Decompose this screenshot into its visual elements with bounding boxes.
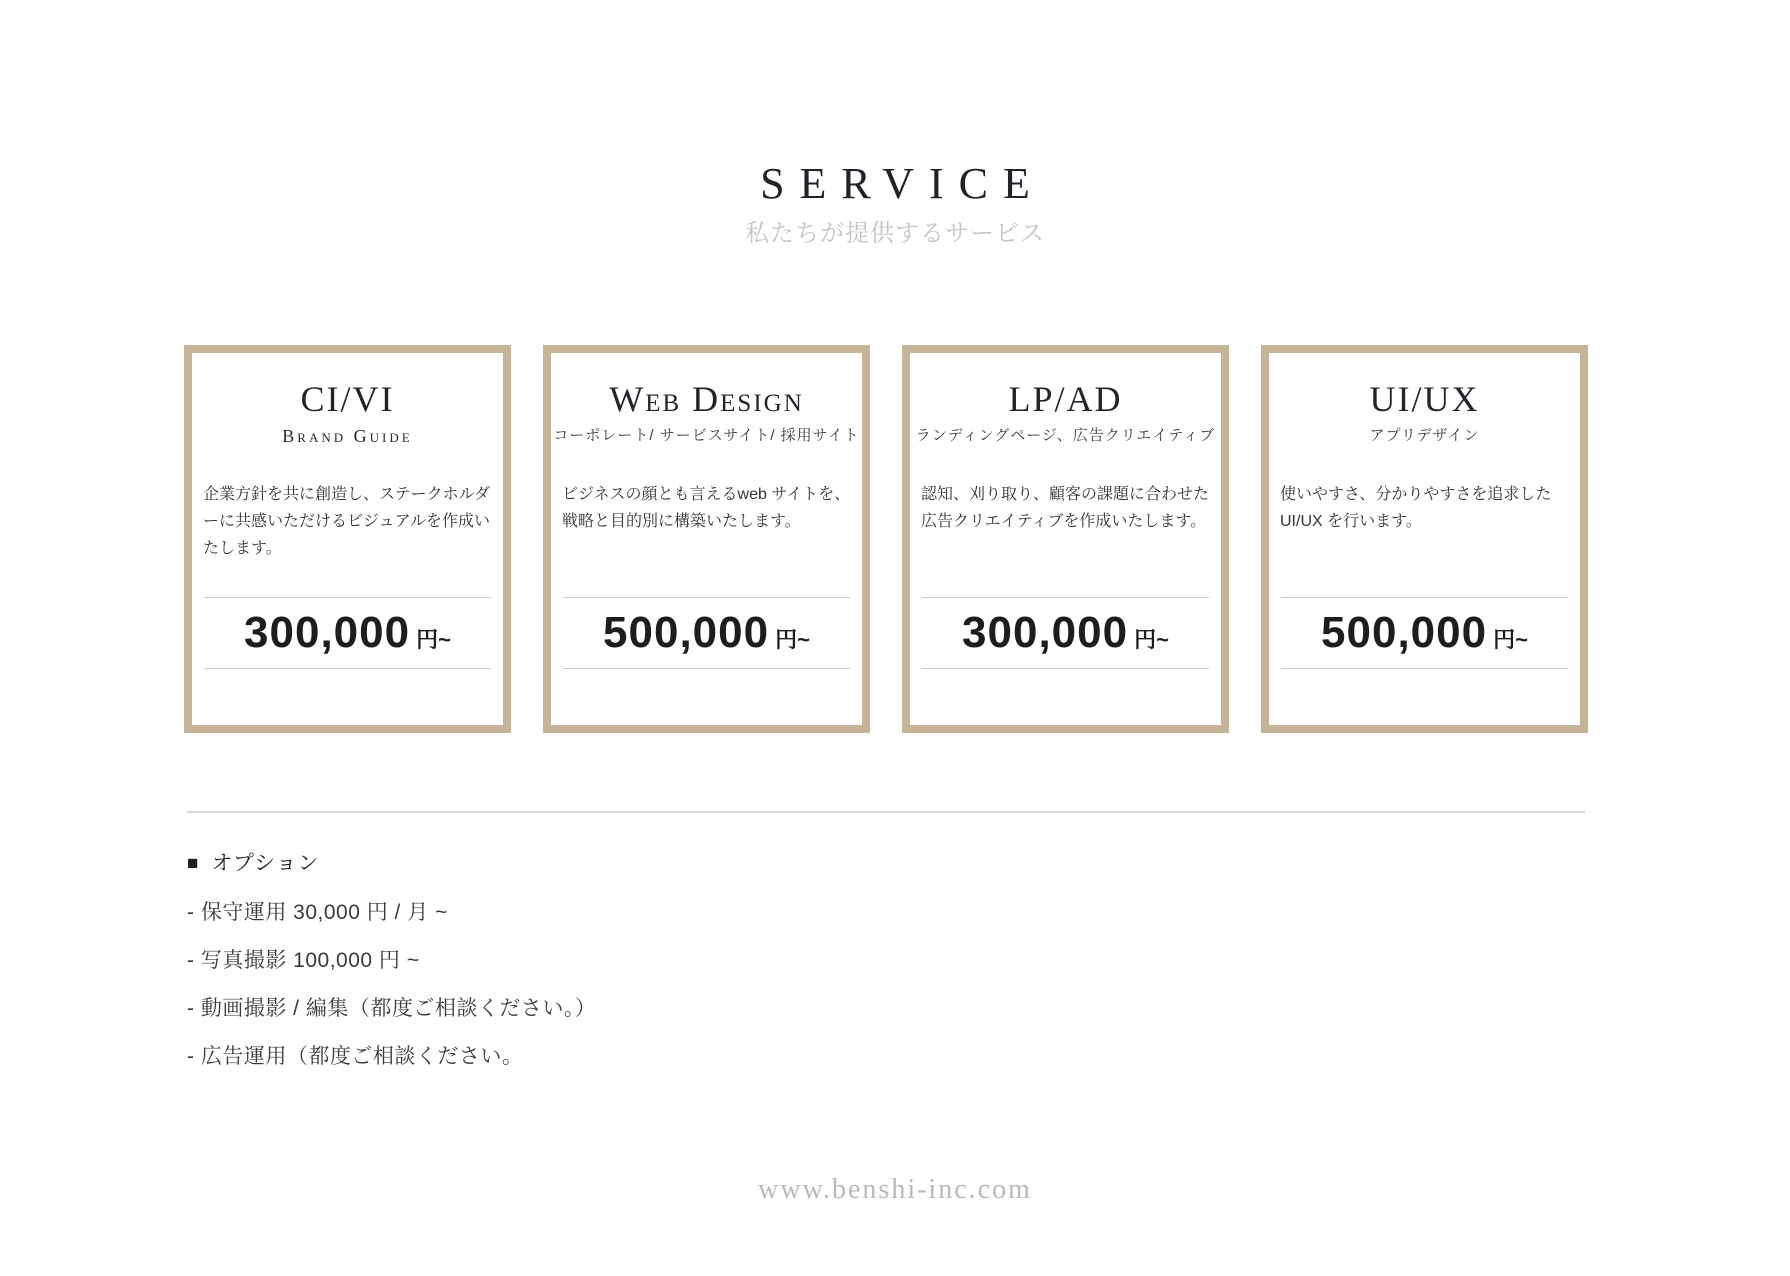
card-description: 使いやすさ、分かりやすさを追求したUI/UX を行います。 <box>1280 486 1552 530</box>
service-card-web-design <box>543 345 870 733</box>
site-url: www.benshi-inc.com <box>758 1174 1032 1205</box>
page-footer <box>0 1172 1790 1208</box>
page-subtitle: 私たちが提供するサービス <box>745 220 1045 247</box>
card-title: CI/VI <box>300 379 395 419</box>
option-item: - 写真撮影 100,000 円 ~ <box>187 949 420 972</box>
card-description: 認知、刈り取り、顧客の課題に合わせた広告クリエイティブを作成いたします。 <box>921 486 1210 530</box>
service-cards-row <box>184 345 1588 733</box>
price-divider-bottom <box>922 668 1209 669</box>
price <box>922 598 1209 668</box>
card-title: UI/UX <box>1369 379 1480 419</box>
price-block <box>922 597 1209 669</box>
card-subtitle: コーポレート/ サービスサイト/ 採用サイト <box>553 427 860 444</box>
page-header <box>0 158 1790 250</box>
price-divider-bottom <box>1281 668 1568 669</box>
price-unit: 円~ <box>416 626 451 652</box>
option-item: - 保守運用 30,000 円 / 月 ~ <box>187 901 448 924</box>
card-subtitle: アプリデザイン <box>1369 427 1480 444</box>
section-divider <box>187 811 1585 813</box>
price-unit: 円~ <box>1134 626 1169 652</box>
page-title: SERVICE <box>760 159 1045 208</box>
options-heading-label: オプション <box>211 852 320 875</box>
options-section <box>187 851 596 1070</box>
card-description: 企業方針を共に創造し、ステークホルダーに共感いただけるビジュアルを作成いたします。 <box>203 486 491 557</box>
card-description: ビジネスの顔とも言えるweb サイトを、戦略と目的別に構築いたします。 <box>562 486 851 530</box>
price <box>563 598 850 668</box>
option-item: - 広告運用（都度ご相談ください。 <box>187 1045 524 1068</box>
price-value: 500,000 <box>1321 608 1488 657</box>
square-bullet-icon: ■ <box>187 853 200 874</box>
price-block <box>1281 597 1568 669</box>
card-title: LP/AD <box>1008 379 1123 419</box>
price-value: 500,000 <box>603 608 770 657</box>
card-title: Web Design <box>609 379 804 419</box>
price-value: 300,000 <box>244 608 411 657</box>
price-divider-bottom <box>563 668 850 669</box>
service-card-civi <box>184 345 511 733</box>
service-card-ui-ux <box>1261 345 1588 733</box>
price-block <box>204 597 491 669</box>
price <box>1281 598 1568 668</box>
option-item: - 動画撮影 / 編集（都度ご相談ください。） <box>187 997 597 1020</box>
card-subtitle: Brand Guide <box>282 426 413 446</box>
service-card-lp-ad <box>902 345 1229 733</box>
price <box>204 598 491 668</box>
price-value: 300,000 <box>962 608 1129 657</box>
card-subtitle: ランディングページ、広告クリエイティブ <box>915 427 1216 444</box>
options-heading <box>187 851 596 878</box>
price-unit: 円~ <box>1493 626 1528 652</box>
price-block <box>563 597 850 669</box>
price-divider-bottom <box>204 668 491 669</box>
price-unit: 円~ <box>775 626 810 652</box>
